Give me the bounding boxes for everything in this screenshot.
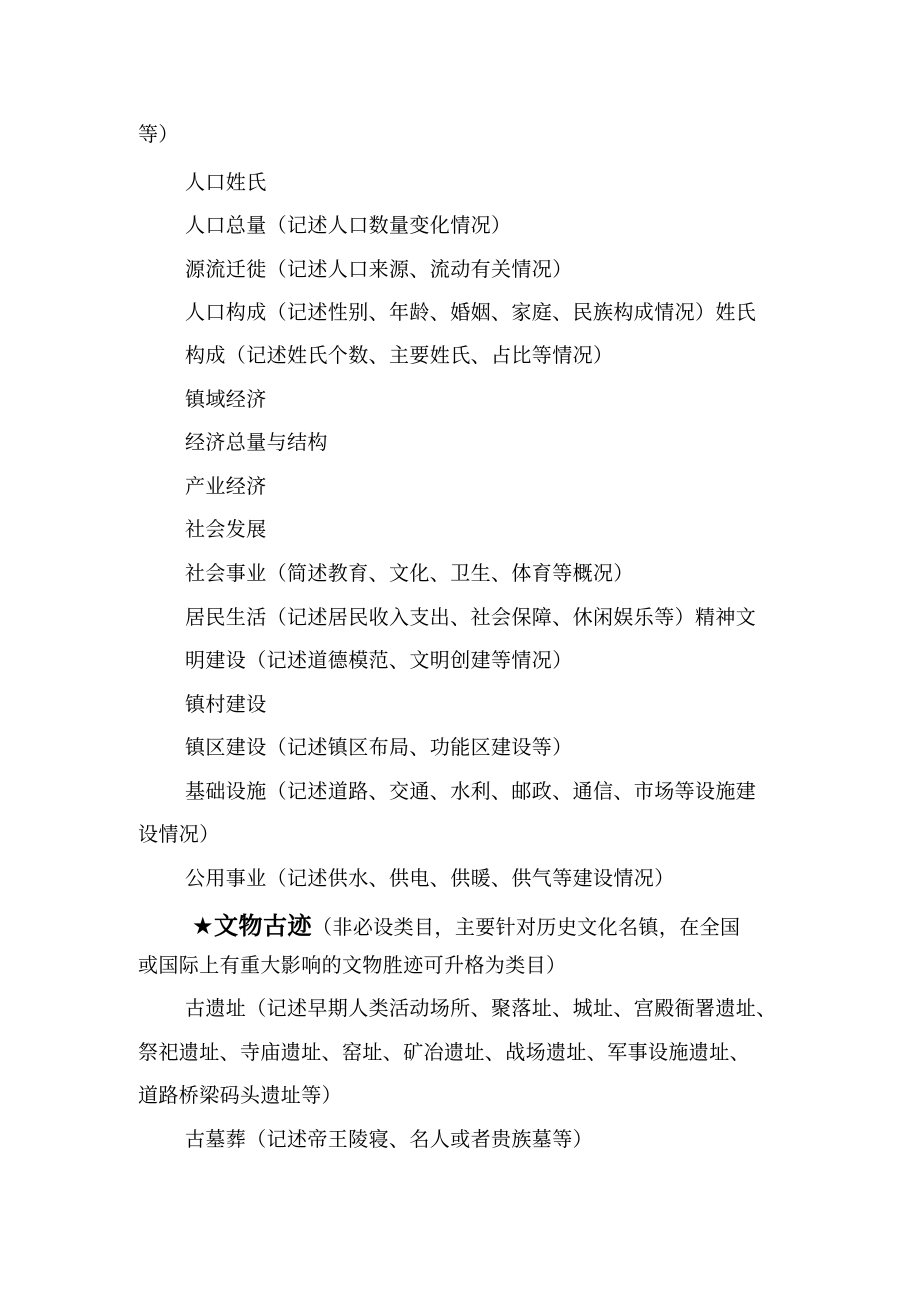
text-line: 镇域经济 [185,387,267,411]
text-line: 人口构成（记述性别、年龄、婚姻、家庭、民族构成情况）姓氏 [185,300,757,324]
text-line: 明建设（记述道德模范、文明创建等情况） [185,648,573,672]
section-heading-note: （非必设类目，主要针对历史文化名镇，在全国 [312,915,741,939]
text-line: 古遗址（记述早期人类活动场所、聚落址、城址、宫殿衙署遗址、 [185,996,777,1020]
text-line: 道路桥梁码头遗址等） [138,1083,342,1107]
text-line: 古墓葬（记述帝王陵寝、名人或者贵族墓等） [185,1127,593,1151]
section-heading-title: ★文物古迹 [192,912,313,940]
text-line: 等） [138,122,179,146]
text-line: 社会事业（简述教育、文化、卫生、体育等概况） [185,561,634,585]
text-line: 基础设施（记述道路、交通、水利、邮政、通信、市场等设施建 [185,779,757,803]
text-line: 或国际上有重大影响的文物胜迹可升格为类目） [138,953,567,977]
text-line: 人口总量（记述人口数量变化情况） [185,213,512,237]
text-line: 公用事业（记述供水、供电、供暖、供气等建设情况） [185,866,675,890]
text-line: 镇区建设（记述镇区布局、功能区建设等） [185,735,573,759]
text-line: 构成（记述姓氏个数、主要姓氏、占比等情况） [185,343,614,367]
text-line: 居民生活（记述居民收入支出、社会保障、休闲娱乐等）精神文 [185,605,757,629]
section-heading [192,906,740,941]
text-line: 经济总量与结构 [185,430,328,454]
text-line: 设情况） [138,822,220,846]
text-line: 镇村建设 [185,692,267,716]
text-line: 社会发展 [185,517,267,541]
text-line: 产业经济 [185,474,267,498]
text-line: 源流迁徙（记述人口来源、流动有关情况） [185,257,573,281]
text-line: 祭祀遗址、寺庙遗址、窑址、矿冶遗址、战场遗址、军事设施遗址、 [138,1040,750,1064]
text-line: 人口姓氏 [185,170,267,194]
